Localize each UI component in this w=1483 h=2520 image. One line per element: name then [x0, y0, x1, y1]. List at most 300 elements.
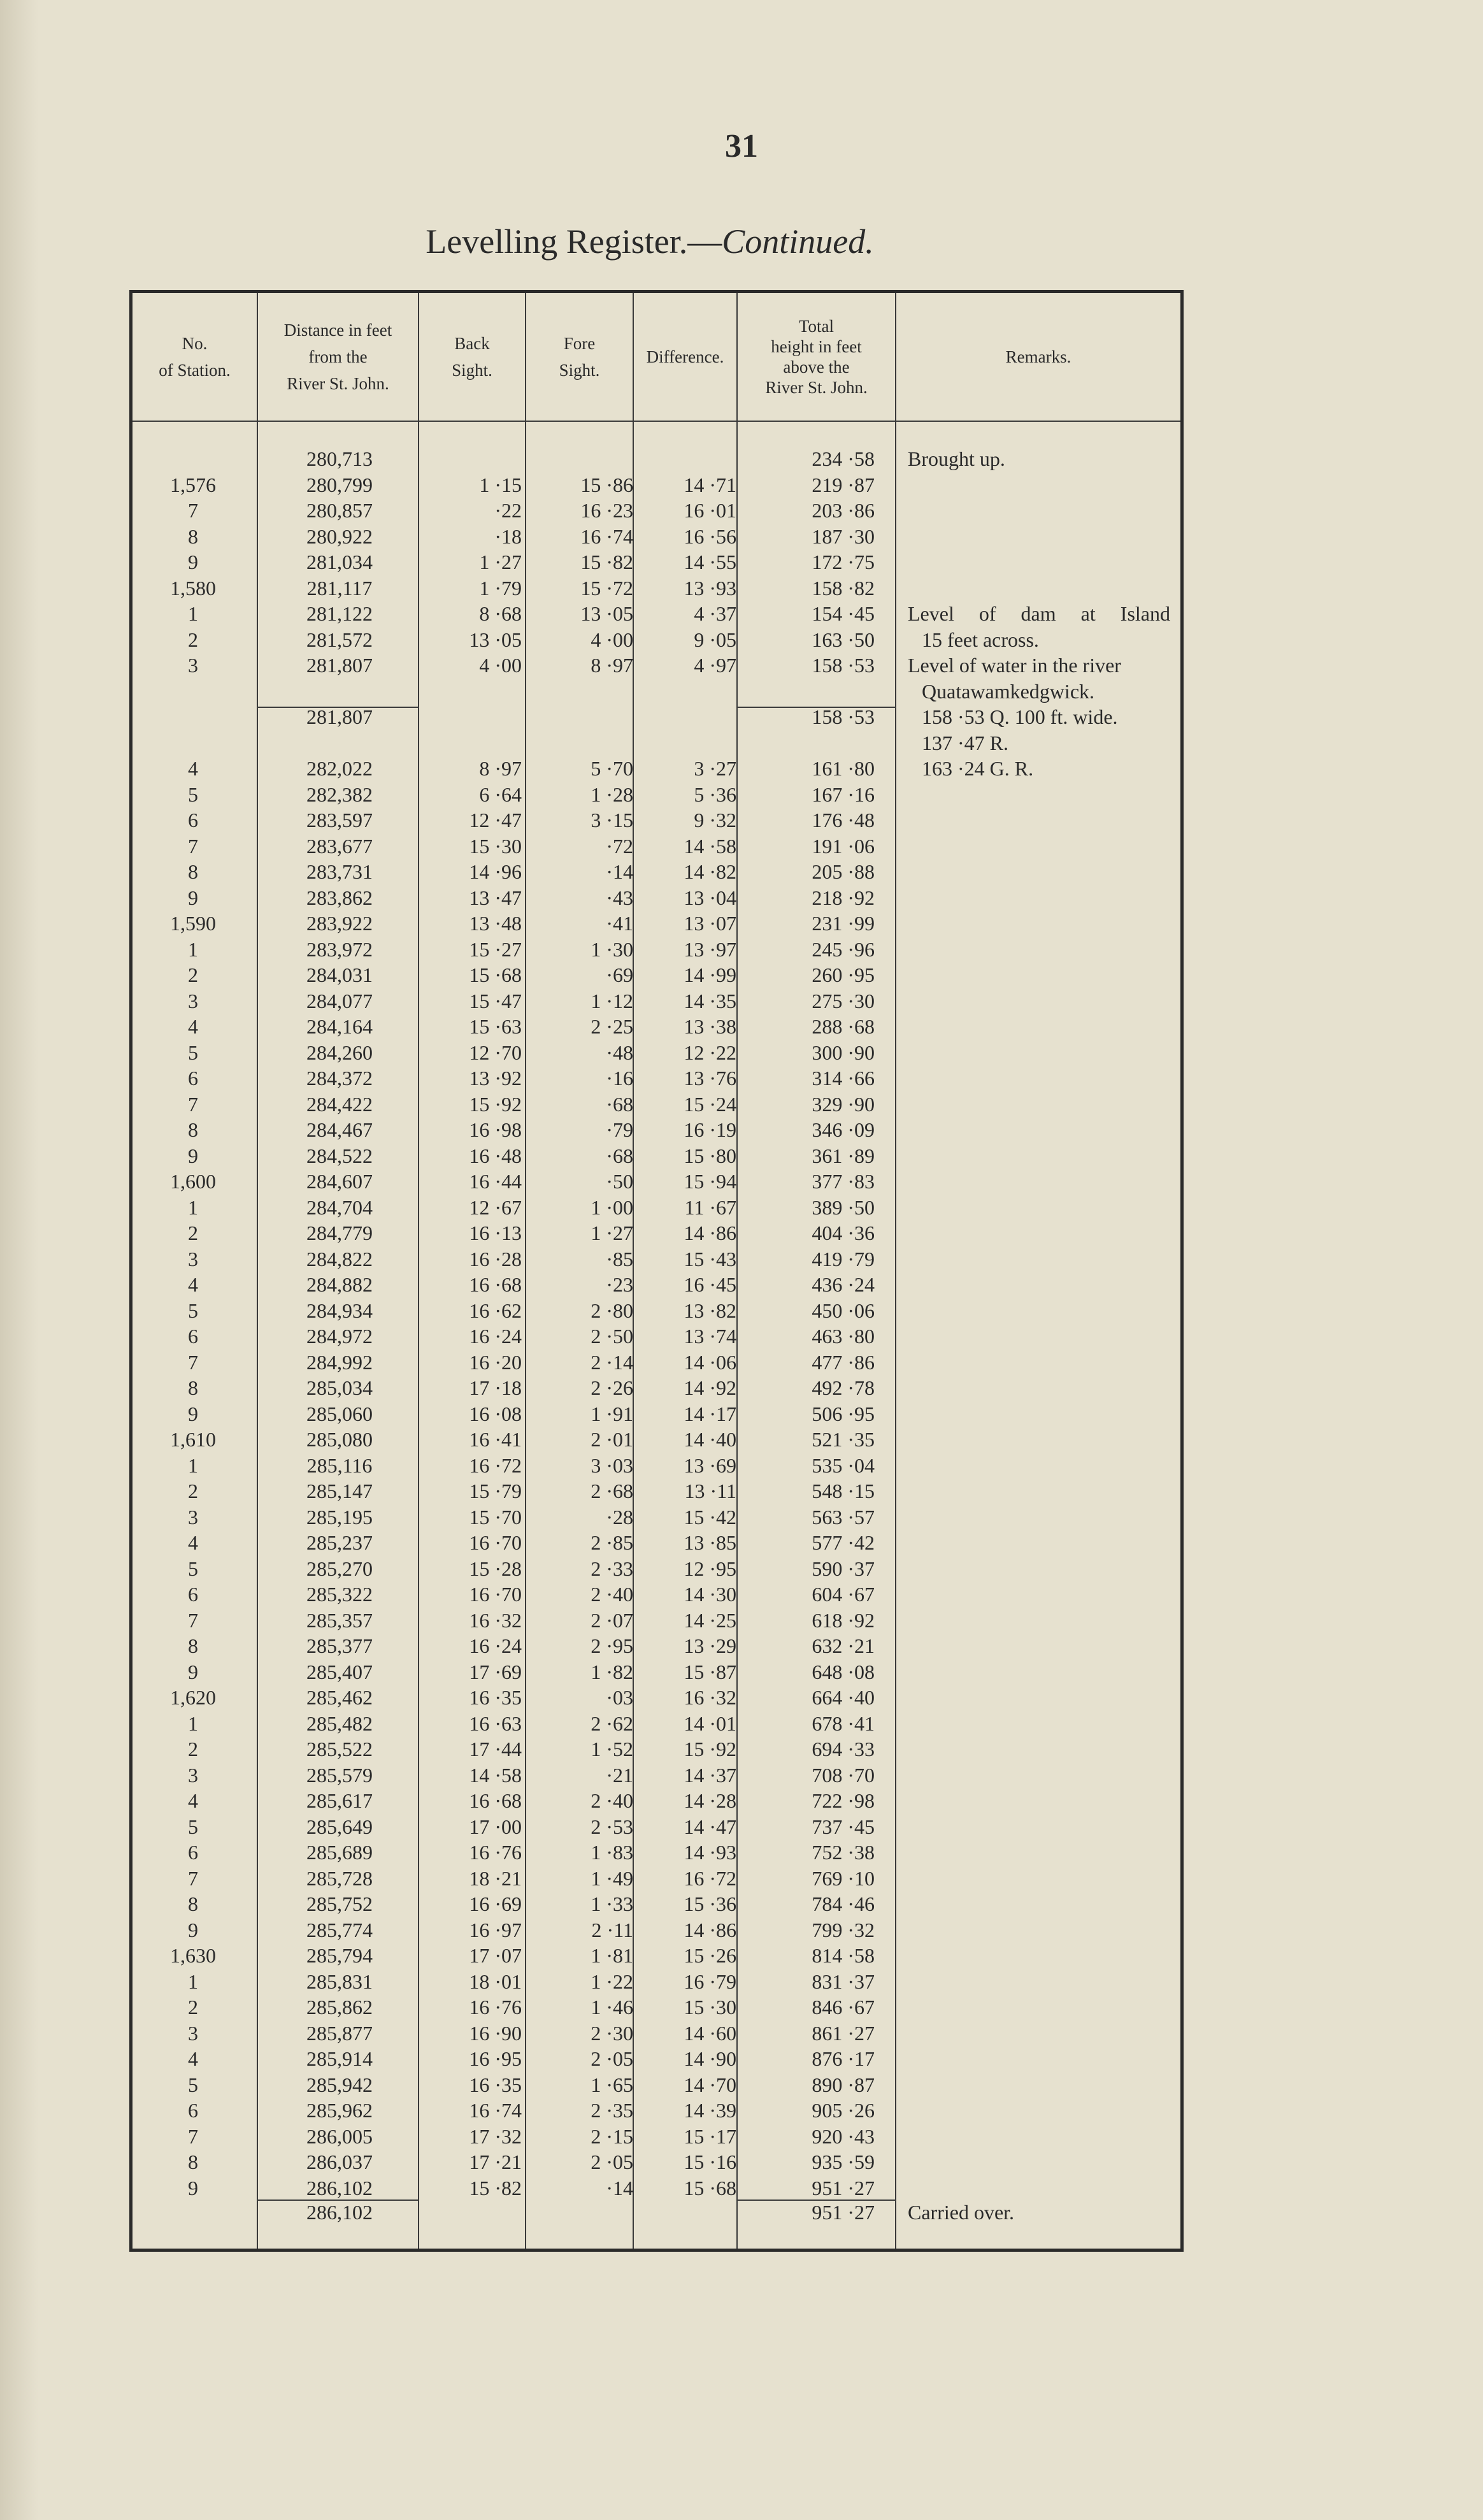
- table-row: [133, 472, 1180, 498]
- cell-diff: 16 ·01: [684, 499, 736, 522]
- cell-fore: 1 ·91: [591, 1402, 633, 1425]
- cell-no: 3: [188, 989, 198, 1012]
- levelling-register-table: [129, 290, 1184, 2252]
- header-text: River St. John.: [765, 378, 868, 397]
- table-row: [133, 601, 1180, 627]
- cell-diff: 15 ·68: [684, 2176, 736, 2200]
- cell-diff: 15 ·87: [684, 1660, 736, 1683]
- cell-back: 16 ·08: [469, 1402, 522, 1425]
- cell-distance: 285,322: [306, 1583, 373, 1606]
- cell-distance: 284,934: [306, 1299, 373, 1322]
- table-row: [133, 962, 1180, 988]
- cell-back: 17 ·18: [469, 1376, 522, 1399]
- cell-back: 16 ·20: [469, 1350, 522, 1374]
- cell-back: 16 ·44: [469, 1170, 522, 1193]
- cell-diff: 13 ·76: [684, 1067, 736, 1090]
- cell-total: 231 ·99: [812, 912, 875, 935]
- cell-diff: 3 ·27: [694, 757, 736, 780]
- cell-diff: 16 ·79: [684, 1969, 736, 1993]
- cell-distance: 285,831: [306, 1969, 373, 1993]
- cell-distance: 281,117: [306, 576, 373, 600]
- cell-fore: 1 ·22: [591, 1969, 633, 1993]
- table-row: [133, 1195, 1180, 1221]
- cell-total: 260 ·95: [812, 963, 875, 986]
- cell-distance: 284,779: [306, 1221, 373, 1244]
- cell-remarks: 137 ·47 R.: [922, 731, 1008, 754]
- cell-back: 15 ·79: [469, 1480, 522, 1502]
- table-row: [133, 1556, 1180, 1582]
- table-row: [133, 1375, 1180, 1401]
- cell-no: 2: [188, 1480, 198, 1502]
- cell-distance: 285,270: [306, 1557, 373, 1580]
- cell-no: 8: [188, 1118, 198, 1141]
- table-row: [133, 1969, 1180, 1995]
- cell-distance: 285,728: [306, 1866, 373, 1890]
- header-text: Sight.: [452, 361, 492, 380]
- cell-no: 6: [188, 1325, 198, 1348]
- cell-fore: 2 ·95: [591, 1634, 633, 1657]
- cell-total: 831 ·37: [812, 1969, 875, 1993]
- header-distance: [258, 293, 418, 421]
- cell-diff: 9 ·32: [694, 809, 736, 832]
- header-back-sight: [419, 293, 525, 421]
- cell-diff: 16 ·19: [684, 1118, 736, 1141]
- cell-diff: 13 ·29: [684, 1634, 736, 1657]
- cell-diff: 14 ·35: [684, 989, 736, 1012]
- cell-fore: 1 ·46: [591, 1996, 633, 2019]
- cell-fore: 8 ·97: [591, 654, 633, 677]
- cell-back: 16 ·98: [469, 1118, 522, 1141]
- cell-diff: 14 ·82: [684, 860, 736, 883]
- cell-diff: 14 ·86: [684, 1918, 736, 1941]
- cell-diff: 16 ·56: [684, 524, 736, 548]
- cell-diff: 15 ·24: [684, 1092, 736, 1116]
- table-row: [133, 1633, 1180, 1659]
- cell-back: 8 ·68: [479, 602, 522, 625]
- cell-distance: 283,862: [306, 886, 373, 909]
- cell-fore: 13 ·05: [580, 602, 633, 625]
- cell-total: 158 ·82: [812, 576, 875, 600]
- cell-diff: 13 ·69: [684, 1453, 736, 1477]
- cell-back: 18 ·21: [469, 1866, 522, 1890]
- cell-back: 17 ·69: [469, 1660, 522, 1683]
- cell-no: 2: [188, 963, 198, 986]
- cell-remarks: 163 ·24 G. R.: [922, 757, 1034, 780]
- cell-no: 2: [188, 1996, 198, 2019]
- cell-diff: 14 ·99: [684, 963, 736, 986]
- header-text: Difference.: [646, 347, 724, 366]
- cell-distance: 284,260: [306, 1040, 373, 1064]
- cell-distance: 283,597: [306, 809, 373, 832]
- cell-back: 18 ·01: [469, 1969, 522, 1993]
- cell-back: 15 ·82: [469, 2176, 522, 2200]
- cell-no: 1,580: [170, 576, 216, 600]
- cell-fore: 1 ·28: [591, 782, 633, 806]
- cell-fore: 1 ·82: [591, 1660, 633, 1683]
- cell-distance: 284,704: [306, 1195, 373, 1219]
- cell-total: 419 ·79: [812, 1247, 875, 1271]
- cell-no: 5: [188, 1299, 198, 1322]
- cell-no: 3: [188, 654, 198, 677]
- cell-fore: 15 ·82: [580, 551, 633, 573]
- header-text: height in feet: [771, 337, 862, 356]
- cell-diff: 14 ·92: [684, 1376, 736, 1399]
- cell-back: 16 ·72: [469, 1453, 522, 1477]
- cell-total: 604 ·67: [812, 1583, 875, 1606]
- cell-no: 8: [188, 1634, 198, 1657]
- cell-diff: 14 ·58: [684, 834, 736, 858]
- cell-total: 577 ·42: [812, 1531, 875, 1554]
- cell-no: 1,600: [170, 1170, 216, 1193]
- cell-diff: 14 ·93: [684, 1841, 736, 1864]
- table-row: [133, 1220, 1180, 1246]
- cell-total: 799 ·32: [812, 1918, 875, 1941]
- cell-back: 6 ·64: [479, 782, 522, 806]
- cell-distance: 285,357: [306, 1608, 373, 1632]
- cell-no: 2: [188, 628, 198, 651]
- cell-total: 377 ·83: [812, 1170, 875, 1193]
- cell-fore: 2 ·35: [591, 2099, 633, 2122]
- cell-total: 329 ·90: [812, 1092, 875, 1116]
- cell-distance: 281,034: [306, 551, 373, 573]
- cell-back: 16 ·74: [469, 2099, 522, 2122]
- cell-fore: 2 ·62: [591, 1711, 633, 1735]
- cell-fore: 2 ·14: [591, 1350, 633, 1374]
- cell-remarks: Brought up.: [908, 447, 1005, 470]
- cell-back: 16 ·69: [469, 1892, 522, 1915]
- cell-distance: 283,972: [306, 937, 373, 961]
- cell-no: 7: [188, 834, 198, 858]
- table-row: [133, 1788, 1180, 1814]
- table-row: [133, 1401, 1180, 1427]
- cell-no: 5: [188, 1815, 198, 1838]
- cell-total: 769 ·10: [812, 1866, 875, 1890]
- cell-fore: ·21: [606, 1763, 633, 1787]
- carried-over-row: [133, 2198, 1180, 2227]
- cell-no: 7: [188, 1092, 198, 1116]
- cell-distance: 283,731: [306, 860, 373, 883]
- cell-diff: 14 ·70: [684, 2073, 736, 2096]
- cell-no: 5: [188, 2073, 198, 2096]
- cell-distance: 283,677: [306, 834, 373, 858]
- cell-diff: 14 ·28: [684, 1789, 736, 1812]
- cell-back: 16 ·68: [469, 1273, 522, 1296]
- cell-back: 16 ·70: [469, 1531, 522, 1554]
- cell-fore: 1 ·65: [591, 2073, 633, 2096]
- table-row: [133, 1581, 1180, 1608]
- table-row: [133, 1272, 1180, 1298]
- cell-diff: 16 ·45: [684, 1273, 736, 1296]
- table-row: [133, 498, 1180, 524]
- cell-no: 6: [188, 2099, 198, 2122]
- cell-back: 16 ·90: [469, 2021, 522, 2045]
- cell-diff: 13 ·07: [684, 912, 736, 935]
- cell-no: 9: [188, 1660, 198, 1683]
- cell-distance: 284,164: [306, 1015, 373, 1038]
- cell-no: 7: [188, 1608, 198, 1632]
- cell-no: 9: [188, 886, 198, 909]
- cell-diff: 13 ·38: [684, 1015, 736, 1038]
- cell-no: 8: [188, 860, 198, 883]
- table-row: [133, 1840, 1180, 1866]
- cell-back: 16 ·76: [469, 1996, 522, 2019]
- cell-total: 618 ·92: [812, 1608, 875, 1632]
- cell-distance: 284,882: [306, 1273, 373, 1296]
- cell-diff: 14 ·39: [684, 2099, 736, 2122]
- cell-back: 15 ·92: [469, 1092, 522, 1116]
- cell-distance: 285,942: [306, 2073, 373, 2096]
- cell-fore: 1 ·00: [591, 1195, 633, 1219]
- header-rule: [133, 421, 1180, 422]
- cell-fore: 2 ·25: [591, 1015, 633, 1038]
- cell-remarks: 15 feet across.: [922, 628, 1039, 651]
- cell-total: 205 ·88: [812, 860, 875, 883]
- cell-no: 3: [188, 1763, 198, 1787]
- cell-total: 814 ·58: [812, 1944, 875, 1967]
- cell-no: 1,590: [170, 912, 216, 935]
- cell-diff: 16 ·72: [684, 1866, 736, 1890]
- table-row: [133, 756, 1180, 782]
- cell-distance: 285,195: [306, 1505, 373, 1529]
- cell-distance: 285,579: [306, 1763, 373, 1787]
- cell-fore: 2 ·80: [591, 1299, 633, 1322]
- cell-fore: ·43: [606, 886, 633, 909]
- cell-fore: ·48: [606, 1040, 633, 1064]
- cell-diff: 13 ·93: [684, 576, 736, 600]
- cell-back: 16 ·28: [469, 1247, 522, 1271]
- cell-distance: 284,372: [306, 1067, 373, 1090]
- header-text: Distance in feet: [283, 320, 392, 340]
- cell-total: 861 ·27: [812, 2021, 875, 2045]
- cell-diff: 13 ·74: [684, 1325, 736, 1348]
- cell-diff: 14 ·60: [684, 2021, 736, 2045]
- cell-total: 905 ·26: [812, 2099, 875, 2122]
- header-text: Total: [798, 317, 835, 336]
- cell-distance: 285,962: [306, 2099, 373, 2122]
- cell-distance: 285,237: [306, 1531, 373, 1554]
- header-text: Sight.: [559, 361, 600, 380]
- cell-total: 463 ·80: [812, 1325, 875, 1348]
- cell-diff: 12 ·95: [684, 1557, 736, 1580]
- cell-back: 16 ·32: [469, 1608, 522, 1632]
- cell-fore: 1 ·52: [591, 1738, 633, 1760]
- cell-no: 1: [188, 937, 198, 961]
- cell-fore: 1 ·30: [591, 937, 633, 961]
- cell-back: 16 ·24: [469, 1634, 522, 1657]
- cell-back: 15 ·47: [469, 989, 522, 1012]
- table-row: [133, 859, 1180, 885]
- cell-fore: 1 ·12: [591, 989, 633, 1012]
- cell-distance: 283,922: [306, 912, 373, 935]
- cell-total: 678 ·41: [812, 1711, 875, 1735]
- cell-no: 1: [188, 1195, 198, 1219]
- table-row: [133, 2046, 1180, 2072]
- cell-no: 3: [188, 1247, 198, 1271]
- cell-distance: 285,914: [306, 2047, 373, 2070]
- cell-distance: 285,060: [306, 1402, 373, 1425]
- cell-fore: ·50: [606, 1170, 633, 1193]
- table-row: [133, 1994, 1180, 2020]
- table-row: [133, 1891, 1180, 1917]
- cell-no: 1,620: [170, 1686, 216, 1709]
- cell-total: 203 ·86: [812, 499, 875, 522]
- cell-diff: 15 ·17: [684, 2124, 736, 2148]
- cell-total: 176 ·48: [812, 809, 875, 832]
- carried-remarks: Carried over.: [908, 2201, 1015, 2224]
- cell-fore: ·68: [606, 1092, 633, 1116]
- table-row: [133, 1530, 1180, 1556]
- table-row: [133, 2175, 1180, 2201]
- cell-total: 245 ·96: [812, 937, 875, 961]
- cell-back: 13 ·47: [469, 886, 522, 909]
- cell-fore: 15 ·72: [580, 576, 633, 600]
- cell-no: 5: [188, 1557, 198, 1580]
- cell-total: 163 ·50: [812, 628, 875, 651]
- cell-diff: 14 ·86: [684, 1221, 736, 1244]
- cell-back: 12 ·70: [469, 1040, 522, 1064]
- table-row: [133, 2124, 1180, 2150]
- cell-no: 9: [188, 551, 198, 573]
- cell-back: 16 ·13: [469, 1221, 522, 1244]
- cell-diff: 14 ·01: [684, 1711, 736, 1735]
- cell-total: 752 ·38: [812, 1841, 875, 1864]
- cell-fore: ·68: [606, 1144, 633, 1167]
- cell-diff: 15 ·94: [684, 1170, 736, 1193]
- cell-no: 8: [188, 524, 198, 548]
- table-row: [133, 1943, 1180, 1969]
- cell-no: 4: [188, 1015, 198, 1038]
- cell-back: 16 ·95: [469, 2047, 522, 2070]
- cell-no: 8: [188, 2150, 198, 2173]
- cell-distance: 285,034: [306, 1376, 373, 1399]
- table-row: [133, 1453, 1180, 1479]
- cell-back: ·18: [494, 524, 522, 548]
- table-body: [133, 446, 1180, 2201]
- title-italic: Continued.: [722, 222, 874, 261]
- cell-no: 9: [188, 2176, 198, 2200]
- cell-diff: 5 ·36: [694, 782, 736, 806]
- table-row: [133, 782, 1180, 808]
- cell-fore: 1 ·49: [591, 1866, 633, 1890]
- table-row: [133, 833, 1180, 860]
- page-number: 31: [725, 128, 758, 164]
- cell-fore: 15 ·86: [580, 473, 633, 496]
- cell-total: 154 ·45: [812, 602, 875, 625]
- cell-fore: 2 ·11: [591, 1918, 633, 1941]
- cell-no: 4: [188, 1531, 198, 1554]
- cell-total: 648 ·08: [812, 1660, 875, 1683]
- cell-diff: 15 ·92: [684, 1738, 736, 1760]
- cell-distance: 285,862: [306, 1996, 373, 2019]
- cell-total: 219 ·87: [812, 473, 875, 496]
- cell-back: 12 ·67: [469, 1195, 522, 1219]
- table-row: [133, 2149, 1180, 2175]
- cell-no: 4: [188, 2047, 198, 2070]
- cell-back: 16 ·63: [469, 1711, 522, 1735]
- table-row: [133, 1504, 1180, 1530]
- cell-diff: 14 ·37: [684, 1763, 736, 1787]
- cell-total: 506 ·95: [812, 1402, 875, 1425]
- cell-total: 890 ·87: [812, 2073, 875, 2096]
- cell-no: 4: [188, 1273, 198, 1296]
- cell-diff: 4 ·97: [694, 654, 736, 677]
- cell-diff: 14 ·47: [684, 1815, 736, 1838]
- table-row: [133, 1298, 1180, 1324]
- cell-no: 1: [188, 1711, 198, 1735]
- table-row: [133, 1117, 1180, 1143]
- cell-distance: 285,522: [306, 1738, 373, 1760]
- cell-fore: 16 ·74: [580, 524, 633, 548]
- cell-distance: 285,377: [306, 1634, 373, 1657]
- cell-diff: 15 ·42: [684, 1505, 736, 1529]
- cell-fore: ·41: [606, 912, 633, 935]
- cell-distance: 280,799: [306, 473, 373, 496]
- table-row: [133, 1814, 1180, 1840]
- cell-distance: 281,807: [306, 705, 373, 728]
- cell-distance: 285,407: [306, 1660, 373, 1683]
- cell-diff: 13 ·04: [684, 886, 736, 909]
- table-row: [133, 524, 1180, 550]
- header-text: of Station.: [159, 361, 231, 380]
- cell-no: 1,576: [170, 473, 216, 496]
- table-row: [133, 937, 1180, 963]
- cell-distance: 281,122: [306, 602, 373, 625]
- table-row: [133, 1065, 1180, 1091]
- cell-total: 784 ·46: [812, 1892, 875, 1915]
- cell-fore: 2 ·40: [591, 1583, 633, 1606]
- cell-back: 1 ·79: [479, 576, 522, 600]
- cell-fore: 2 ·01: [591, 1428, 633, 1451]
- table-row: [133, 988, 1180, 1014]
- cell-fore: ·28: [606, 1505, 633, 1529]
- cell-distance: 285,482: [306, 1711, 373, 1735]
- header-text: Remarks.: [1005, 347, 1071, 366]
- cell-back: 15 ·70: [469, 1505, 522, 1529]
- cell-diff: 13 ·97: [684, 937, 736, 961]
- cell-distance: 286,037: [306, 2150, 373, 2173]
- cell-back: 12 ·47: [469, 809, 522, 832]
- table-row: [133, 1762, 1180, 1789]
- cell-total: 737 ·45: [812, 1815, 875, 1838]
- table-row: [133, 679, 1180, 705]
- cell-diff: 4 ·37: [694, 602, 736, 625]
- cell-total: 158 ·53: [812, 654, 875, 677]
- cell-back: 17 ·21: [469, 2150, 522, 2173]
- cell-total: 920 ·43: [812, 2124, 875, 2148]
- table-row: [133, 1685, 1180, 1711]
- cell-distance: 280,713: [306, 447, 373, 470]
- cell-diff: 14 ·90: [684, 2047, 736, 2070]
- cell-total: 234 ·58: [812, 447, 875, 470]
- cell-total: 722 ·98: [812, 1789, 875, 1812]
- cell-diff: 14 ·30: [684, 1583, 736, 1606]
- cell-total: 935 ·59: [812, 2150, 875, 2173]
- cell-total: 314 ·66: [812, 1067, 875, 1090]
- cell-distance: 284,972: [306, 1325, 373, 1348]
- cell-total: 346 ·09: [812, 1118, 875, 1141]
- header-total-height: [738, 293, 895, 421]
- cell-total: 436 ·24: [812, 1273, 875, 1296]
- cell-distance: 281,807: [306, 654, 373, 677]
- cell-no: 8: [188, 1376, 198, 1399]
- cell-back: 17 ·00: [469, 1815, 522, 1838]
- cell-no: 6: [188, 1583, 198, 1606]
- cell-total: 708 ·70: [812, 1763, 875, 1787]
- table-row: [133, 807, 1180, 833]
- header-fore-sight: [526, 293, 633, 421]
- header-text: Back: [454, 334, 490, 353]
- header-no: [133, 293, 257, 421]
